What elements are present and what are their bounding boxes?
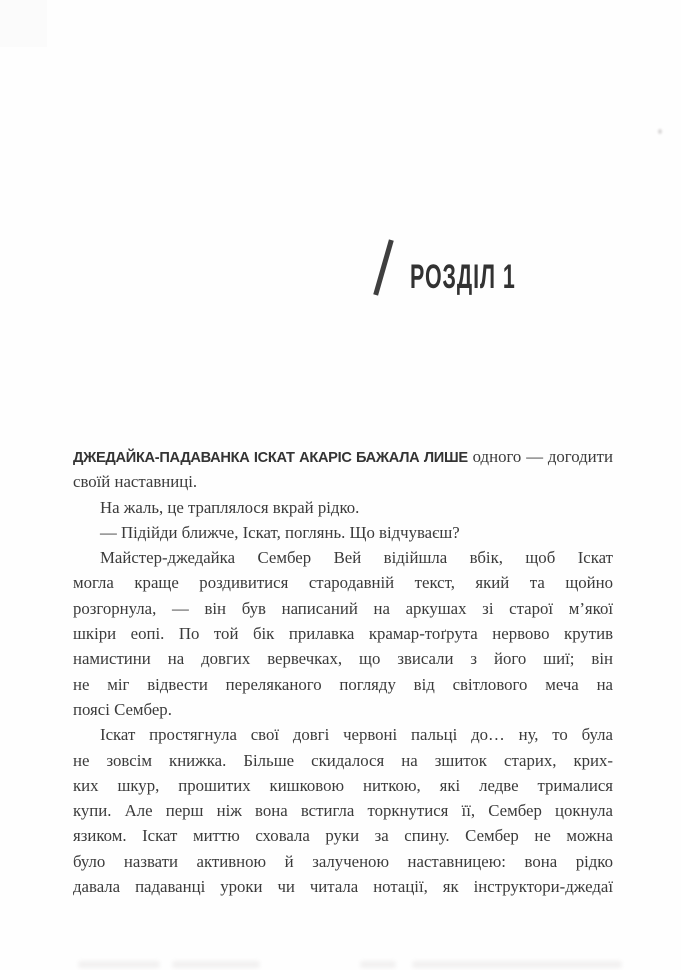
text-line: не міг відвести переляканого погляду від світлового меча на <box>73 674 613 694</box>
text-line: давала падаванці уроки чи читала нотації, як інструктори-джедаї <box>73 877 613 897</box>
next-line-cutoff <box>360 961 396 968</box>
text-line: своїй наставниці. <box>73 472 198 492</box>
text-line: було назвати активною й залученою наставницею: вона рідко <box>73 851 613 871</box>
text-line: не зовсім книжка. Більше скидалося на зшиток старих, крих- <box>73 750 613 770</box>
text-line: Іскат простягнула свої довгі червоні пальці до… ну, то була <box>100 725 613 745</box>
text-line: Майстер-джедайка Сембер Вей відійшла вбік, щоб Іскат <box>100 548 613 568</box>
next-line-cutoff <box>172 961 260 968</box>
text-line: купи. Але перш ніж вона встигла торкнутися її, Сембер цокнула <box>73 801 613 821</box>
text-line: могла краще роздивитися стародавній текст, який та щойно <box>73 573 613 593</box>
text-line: розгорнула, — він був написаний на аркушах зі старої м’якої <box>73 598 613 618</box>
chapter-title: РОЗДІЛ 1 <box>410 258 516 296</box>
text-line: ких шкур, прошитих кишковою ниткою, які ледве трималися <box>73 775 613 795</box>
text-line: намистини на довгих вервечках, що звисали з його шиї; він <box>73 649 613 669</box>
text-line: язиком. Іскат миттю сховала руки за спину. Сембер не можна <box>73 826 613 846</box>
text-line: поясі Сембер. <box>73 699 172 719</box>
chapter-header <box>0 0 681 320</box>
text-line: На жаль, це траплялося вкрай рідко. <box>100 497 360 517</box>
next-line-cutoff <box>412 961 622 968</box>
text-line: шкіри еопі. По той бік прилавка крамар-тоґрута нервово крутив <box>73 624 613 644</box>
next-line-cutoff <box>78 961 160 968</box>
text-line: — Підійди ближче, Іскат, поглянь. Що відчуваєш? <box>100 522 460 542</box>
body-text-block <box>73 444 613 899</box>
chapter-slash-icon <box>373 239 394 295</box>
text-line: ДЖЕДАЙКА-ПАДАВАНКА ІСКАТ АКАРІС БАЖАЛА ЛИШЕ одного — догодити <box>73 447 613 466</box>
paragraph-lead-caps: ДЖЕДАЙКА-ПАДАВАНКА ІСКАТ АКАРІС БАЖАЛА ЛИШЕ <box>73 450 468 466</box>
